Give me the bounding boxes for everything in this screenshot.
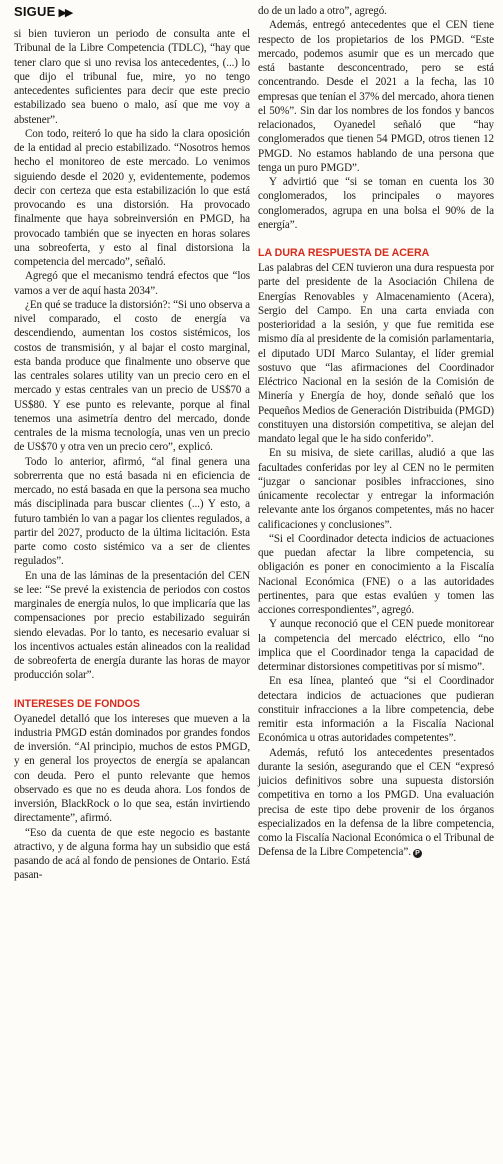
- article-paragraph: Las palabras del CEN tuvieron una dura respuesta por parte del presidente de la Asociación Chilena de Energías Renovables y Almacenamiento (Acera), Sergio del Campo. En una carta enviada con posterioridad a la sesión, y que fue remitida ese mismo día al presidente de la comisión parlamentaria, el diputado UDI Marco Sulantay, el líder gremial sostuvo que “las afirmaciones del Coordinador Eléctrico Nacional en la sesión de la Comisión de Minería y Energía de hoy, donde señaló que los Pequeños Medios de Generación Distribuida (PMGD) constituyen una distorsión competitiva, se alejan del mandato legal que le ha sido conferido”.: [258, 262, 494, 445]
- article-paragraph: do de un lado a otro”, agregó.: [258, 5, 387, 17]
- article-paragraph: Y aunque reconoció que el CEN puede monitorear la competencia del mercado eléctrico, ello “no implica que el Coordinador tenga la capacidad de determinar distorsiones competitivas por sí mismo”.: [258, 618, 494, 673]
- article-paragraph: ¿En qué se traduce la distorsión?: “Si uno observa a nivel comparado, el costo de energía va descendiendo, aumentan los costos sistémicos, los costos de transmisión, y al bajar el costo marginal, esta banda produce que finalmente uno observe que las centrales solares utility van un precio cero en el mercado y estas centrales van un precio de US$70 a US$80. Y ese punto es relevante, porque al final tenemos una asimetría dentro del mercado, donde centrales de la misma tecnología, unas ven un precio de US$70 y otra ven un precio cero”, explicó.: [14, 298, 250, 454]
- section-subhead: LA DURA RESPUESTA DE ACERA: [258, 247, 430, 259]
- article-paragraph: si bien tuvieron un periodo de consulta ante el Tribunal de la Libre Competencia (TDLC), “hay que tener claro que si uno revisa los antecedentes, (...) lo que dijo el tribunal fue, mire, yo no tengo antecedentes suficientes para decir que este precio estabilizado sea bueno o malo, así que me voy a abstener”.: [14, 28, 250, 126]
- continued-header: [14, 4, 250, 21]
- article-paragraph: “Eso da cuenta de que este negocio es bastante atractivo, y de alguna forma hay un subsidio que está pasando de acá al fondo de pensiones de Ontario. Está pasan-: [14, 826, 250, 882]
- section-subhead: INTERESES DE FONDOS: [14, 697, 140, 710]
- article-paragraph: Agregó que el mecanismo tendrá efectos que “los vamos a ver de aquí hasta 2034”.: [14, 270, 250, 297]
- article-paragraph: Oyanedel detalló que los intereses que mueven a la industria PMGD están dominados por grandes fondos de inversión. “Al principio, muchos de estos PMGD, y en general los proyectos de energía se apalancan con deuda. Pero el punto relevante que hemos observado es que no es deuda ahora. Los fondos de inversión, BlackRock o lo que sea, están invirtiendo directamente”, afirmó.: [14, 712, 250, 825]
- article-paragraph: Y advirtió que “si se toman en cuenta los 30 conglomerados, los principales o mayores conglomerados, agrupa en una bolsa el 90% de la energía”.: [258, 176, 494, 231]
- article-paragraph: “Si el Coordinador detecta indicios de actuaciones que puedan afectar la libre competencia, su obligación es poner en conocimiento a la Fiscalía Nacional Económica (FNE) o a las autoridades pertinentes, para que estas evalúen y tomen las acciones correspondientes”, agregó.: [258, 532, 494, 616]
- end-of-article-icon: P: [413, 849, 422, 858]
- article-paragraph: Con todo, reiteró lo que ha sido la clara oposición de la entidad al precio estabilizado. “Nosotros hemos hecho el monitoreo de este mercado. Lo venimos siguiendo desde el 2020 y, evidentemente, podemos decir con certeza que esta estabilización lo que está provocando es una distorsión. Ha provocado finalmente que haya sobreinversión en PMGD, ha provocado también que se inyecten en horas solares una sobreoferta, y esto al final distorsiona la competencia del mercado”, señaló.: [14, 127, 250, 268]
- article-paragraph: Además, entregó antecedentes que el CEN tiene respecto de los propietarios de los PMGD. “Este mercado, podemos asumir que es un mercado que está bastante desconcentrado, pero se está concentrando. Desde el 2021 a la fecha, las 10 empresas que tenían el 37% del mercado, ahora tienen el 50%”. Sin dar los nombres de los fondos y bancos relacionados, Oyanedel señaló que “hay conglomerados que tienen 54 PMGD, otros tienen 12 PMGD. No estamos hablando de una persona que tenga un puro PMGD”.: [258, 19, 494, 174]
- article-paragraph-text: Además, refutó los antecedentes presentados durante la sesión, asegurando que el CEN “expresó juicios definitivos sobre una supuesta distorsión competitiva en torno a los PMGD. Una evaluación precisa de este tipo debe provenir de los órganos especializados en la defensa de la libre competencia, como la Fiscalía Nacional Económica o el Tribunal de Defensa de la Libre Competencia”.: [258, 746, 494, 859]
- continued-arrows-icon: ▶▶: [58, 7, 72, 19]
- article-paragraph: En una de las láminas de la presentación del CEN se lee: “Se prevé la existencia de periodos con costos marginales de energía nulos, lo que implicaría que las compensaciones por precio estabilizado seguirán siendo elevadas. Por lo tanto, es necesario evaluar si los incentivos actuales están alineados con la realidad de sobreoferta de energía durante las horas de mayor producción solar”.: [14, 569, 250, 682]
- left-column: [14, 4, 250, 883]
- right-column: [258, 4, 494, 860]
- article-paragraph: En su misiva, de siete carillas, aludió a que las facultades conferidas por ley al CEN no le permiten “juzgar o sancionar posibles infracciones, sino únicamente recolectar y entregar la información relevante ante los órganos competentes, más no hacer calificaciones y conclusiones”.: [258, 447, 494, 531]
- article-paragraph: Todo lo anterior, afirmó, “al final genera una sobrerrenta que no está basada ni en eficiencia de mercado, no está basada en que la persona sea mucho más disciplinada para buscar clientes (...) Y esto, a futuro también lo van a pagar los clientes regulados, a partir del 2027, producto de la última licitación. Esta parte como costo sistémico va a ser de clientes regulados”.: [14, 455, 250, 568]
- article-paragraph-last: [258, 746, 494, 860]
- continued-label: SIGUE: [14, 4, 56, 19]
- article-paragraph: En esa línea, planteó que “si el Coordinador detectara indicios de actuaciones que pudieran constituir infracciones a la libre competencia, debe remitir esta información a la Fiscalía Nacional Económica u otras autoridades competentes”.: [258, 675, 494, 745]
